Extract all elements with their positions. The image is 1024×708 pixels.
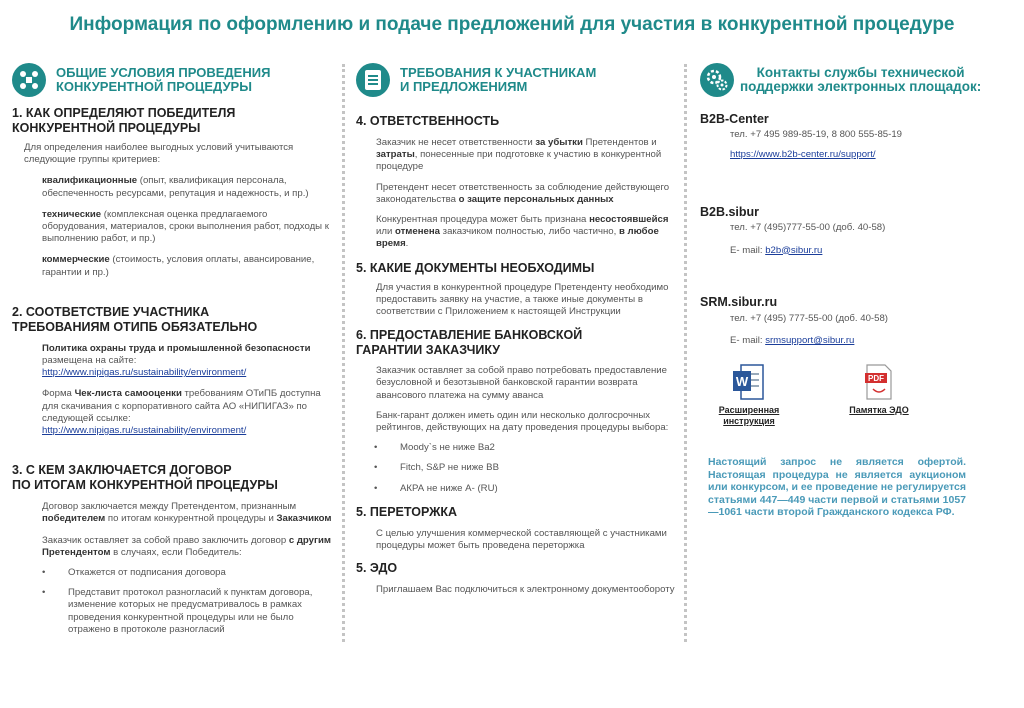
checklist-link[interactable]: http://www.nipigas.ru/sustainability/environment/ <box>42 425 247 437</box>
srm-sibur-email[interactable]: srmsupport@sibur.ru <box>765 335 855 347</box>
file-caption: Памятка ЭДО <box>849 405 909 416</box>
list-item: • Fitch, S&P не ниже BB <box>374 462 499 474</box>
documents-text: Для участия в конкурентной процедуре Претенденту необходимо предоставить заявку на участие, а также иные документы в соответствии с Приложением к настоящей Инструкции <box>376 281 669 318</box>
guarantee-text: Заказчик оставляет за собой право потребовать предоставление безусловной и безотзывной банковской гарантии возврата авансового платежа на сумму аванса <box>376 365 668 401</box>
legal-note: Настоящий запрос не является офертой. Настоящая процедура не является аукционом или конкурсом, и ее проведение не регулируется статьями 447—449 части первой и статьями 1057—1061 части второй Гражданского кодекса РФ. <box>708 456 967 519</box>
b2b-center-link[interactable]: https://www.b2b-center.ru/support/ <box>730 149 876 161</box>
column-header <box>356 62 676 98</box>
svg-text:PDF: PDF <box>868 374 884 384</box>
column-header-title: ТРЕБОВАНИЯ К УЧАСТНИКАМ И ПРЕДЛОЖЕНИЯМ <box>400 65 597 94</box>
list-item: • Откажется от подписания договора <box>42 567 226 579</box>
b2b-center-phone: тел. +7 495 989-85-19, 8 800 555-85-19 <box>730 129 902 140</box>
section-title: 4. ОТВЕТСТВЕННОСТЬ <box>356 114 500 128</box>
section-title: 1. КАК ОПРЕДЕЛЯЮТ ПОБЕДИТЕЛЯ КОНКУРЕНТНОЙ ПРОЦЕДУРЫ <box>12 106 236 135</box>
srm-sibur-contact: SRM.sibur.ru тел. +7 (495) 777-55-00 (доб. 40-58) E- mail: srmsupport@sibur.ru <box>700 295 1012 347</box>
responsibility-text: Заказчик не несет ответственности за убытки Претендентов и затраты, понесенные при подготовке к участию в конкурентной процедуре <box>376 137 662 173</box>
b2b-sibur-contact: B2B.sibur тел. +7 (495)777-55-00 (доб. 40-58) E- mail: b2b@sibur.ru <box>700 205 1012 256</box>
b2b-sibur-phone: тел. +7 (495)777-55-00 (доб. 40-58) <box>730 222 886 234</box>
rebidding-text: С целью улучшения коммерческой составляющей с участниками процедуры может быть проведена переторжка <box>376 527 667 552</box>
list-item: • Moody`s не ниже Ba2 <box>374 442 495 454</box>
file-caption: Расширенная инструкция <box>718 405 780 426</box>
list-item: • АКРА не ниже А- (RU) <box>374 482 498 494</box>
column-header-title: Контакты службы технической поддержки электронных площадок: <box>740 65 982 94</box>
list-item: • Представит протокол разногласий к пунктам договора, изменение которых не предусматривалось в рамках проведения конкурентной процедуры или не было отражено в протоколе разногласий <box>42 587 313 635</box>
policy-text: Политика охраны труда и промышленной безопасности размещена на сайте: http://www.nipigas.ru/sustainability/environment/ <box>42 342 311 379</box>
word-document-icon <box>733 363 765 401</box>
b2b-center-contact: B2B-Center тел. +7 495 989-85-19, 8 800 555-85-19 https://www.b2b-center.ru/support/ <box>700 112 1012 161</box>
requirements-column <box>356 62 676 596</box>
people-network-icon <box>12 63 46 97</box>
column-header <box>700 62 1012 98</box>
extended-instruction-file[interactable] <box>704 363 794 426</box>
svg-text:W: W <box>735 374 749 390</box>
column-divider <box>342 64 345 642</box>
general-conditions-column <box>12 62 332 636</box>
criterion-qualification: квалификационные (опыт, квалификация персонала, обеспеченность ресурсами, репутация и надежность, и пр.) <box>42 175 309 199</box>
pdf-document-icon <box>863 363 895 401</box>
section-title: 6. ПРЕДОСТАВЛЕНИЕ БАНКОВСКОЙ ГАРАНТИИ ЗАКАЗЧИКУ <box>356 328 583 358</box>
edo-text: Приглашаем Вас подключиться к электронному документообороту <box>376 584 675 596</box>
contacts-column <box>700 62 1012 519</box>
column-divider <box>684 64 687 642</box>
document-icon <box>356 63 390 97</box>
personal-data-text: Претендент несет ответственность за соблюдение действующего законодательства о защите персональных данных <box>376 181 670 205</box>
policy-link[interactable]: http://www.nipigas.ru/sustainability/environment/ <box>42 367 247 379</box>
contract-other-text: Заказчик оставляет за собой право заключить договор с другим Претендентом в случаях, если Победитель: <box>42 534 331 558</box>
section-title: 5. КАКИЕ ДОКУМЕНТЫ НЕОБХОДИМЫ <box>356 260 595 275</box>
column-header-title: ОБЩИЕ УСЛОВИЯ ПРОВЕДЕНИЯ КОНКУРЕНТНОЙ ПРОЦЕДУРЫ <box>56 65 271 94</box>
criterion-technical: технические (комплексная оценка предлагаемого оборудования, материалов, сроки выполнения работ, подходы к выполнению работ, и пр.) <box>42 208 329 245</box>
rating-text: Банк-гарант должен иметь один или несколько долгосрочных рейтингов, действующих на дату проведения процедуры выбора: <box>376 409 669 434</box>
attachments <box>700 363 1012 426</box>
section-title: 3. С КЕМ ЗАКЛЮЧАЕТСЯ ДОГОВОР ПО ИТОГАМ КОНКУРЕНТНОЙ ПРОЦЕДУРЫ <box>12 463 278 493</box>
criterion-commercial: коммерческие (стоимость, условия оплаты, авансирование, гарантии и пр.) <box>42 254 315 278</box>
page-title: Информация по оформлению и подаче предложений для участия в конкурентной процедуре <box>69 14 955 35</box>
srm-sibur-phone: тел. +7 (495) 777-55-00 (доб. 40-58) <box>730 312 888 324</box>
edo-memo-file[interactable] <box>834 363 924 426</box>
criteria-intro: Для определения наиболее выгодных условий учитываются следующие группы критериев: <box>24 142 294 166</box>
section-title: 5. ЭДО <box>356 561 398 576</box>
column-header <box>12 62 332 98</box>
contract-text: Договор заключается между Претендентом, признанным победителем по итогам конкурентной процедуры и Заказчиком <box>42 501 332 525</box>
b2b-sibur-email[interactable]: b2b@sibur.ru <box>765 244 823 256</box>
gears-icon <box>700 63 734 97</box>
checklist-text: Форма Чек-листа самооценки требованиям ОТиПБ доступна для скачивания с корпоративного сайта АО «НИПИГАЗ» по следующей ссылке: http://www.nipigas.ru/sustainability/environment/ <box>42 388 321 437</box>
section-title: 2. СООТВЕТСТВИЕ УЧАСТНИКА ТРЕБОВАНИЯМ ОТИПБ ОБЯЗАТЕЛЬНО <box>12 304 258 334</box>
section-title: 5. ПЕРЕТОРЖКА <box>356 504 458 519</box>
cancellation-text: Конкурентная процедура может быть признана несостоявшейся или отменена заказчиком полностью, либо частично, в любое время. <box>376 214 669 250</box>
